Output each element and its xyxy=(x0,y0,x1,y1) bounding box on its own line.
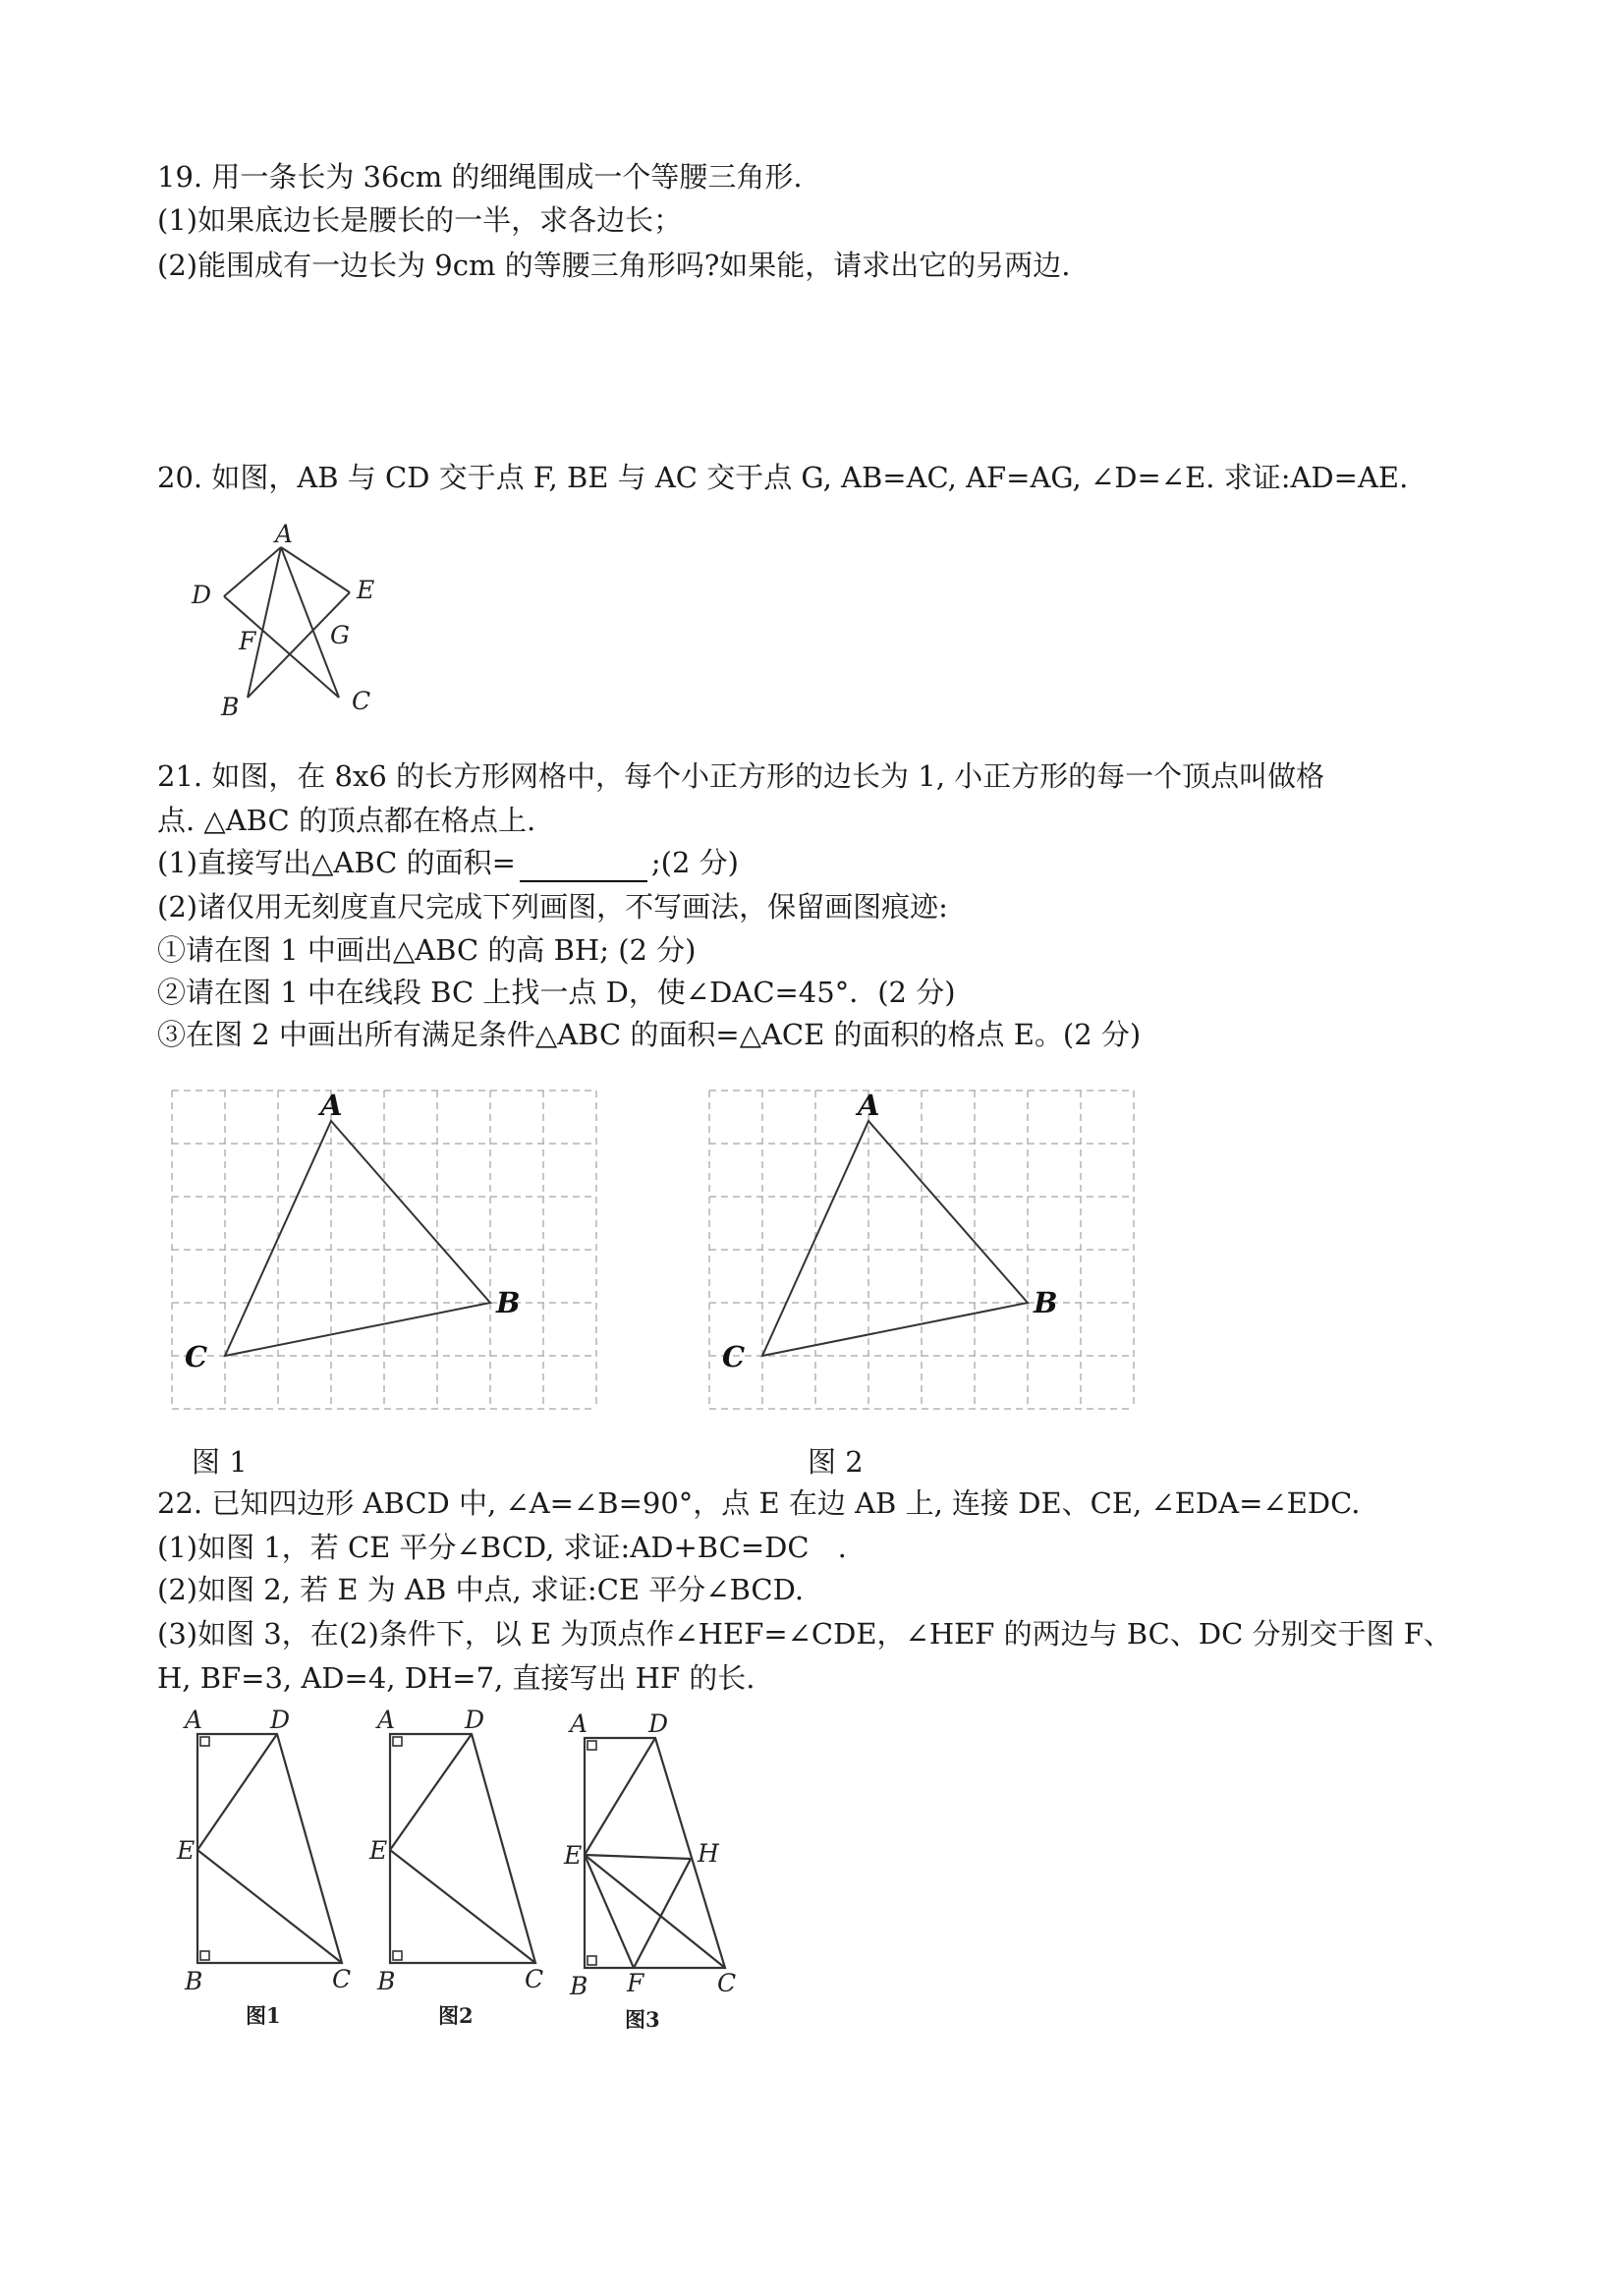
q19-part2: (2)能围成有一边长为 9cm 的等腰三角形吗?如果能，请求出它的另两边. xyxy=(157,249,1071,282)
grid-lines xyxy=(709,1091,1134,1409)
fig2-label-a: A xyxy=(377,1706,396,1734)
label-g: G xyxy=(330,621,350,649)
q22-part2: (2)如图 2, 若 E 为 AB 中点, 求证:CE 平分∠BCD. xyxy=(157,1573,805,1606)
q22-figure-2 xyxy=(390,1734,535,1963)
q22-fig1-caption: 图1 xyxy=(246,2003,281,2028)
fig3-label-a: A xyxy=(570,1709,588,1738)
q21-grid-figure-1 xyxy=(157,1076,609,1429)
fig2-label-e: E xyxy=(369,1836,388,1865)
fig3-label-f: F xyxy=(627,1969,644,1997)
fig1-label-d: D xyxy=(270,1706,291,1734)
grid1-label-b: B xyxy=(496,1286,521,1319)
fig2-label-c: C xyxy=(525,1965,544,1993)
q21-part1-prefix: (1)直接写出△ABC 的面积= xyxy=(157,846,516,879)
q22-part1: (1)如图 1，若 CE 平分∠BCD, 求证:AD+BC=DC . xyxy=(157,1531,847,1564)
answer-blank xyxy=(520,851,647,882)
segment-ae xyxy=(281,547,350,592)
fig2-label-b: B xyxy=(377,1967,396,1995)
q19-title: 19. 用一条长为 36cm 的细绳围成一个等腰三角形. xyxy=(157,160,803,194)
fig2-caption: 图 2 xyxy=(808,1445,864,1479)
fig1-caption: 图 1 xyxy=(192,1445,248,1479)
q20-title: 20. 如图，AB 与 CD 交于点 F, BE 与 AC 交于点 G, AB=AC, AF=AG, ∠D=∠E. 求证:AD=AE. xyxy=(157,461,1409,494)
fig2-label-d: D xyxy=(465,1706,485,1734)
fig3-label-e: E xyxy=(564,1841,583,1870)
q22-fig3-caption: 图3 xyxy=(625,2007,660,2029)
grid1-label-a: A xyxy=(320,1089,343,1122)
fig1-label-b: B xyxy=(185,1967,203,1995)
label-d: D xyxy=(192,581,212,609)
label-f: F xyxy=(239,627,256,655)
fig1-label-e: E xyxy=(177,1836,196,1865)
q21-part1 xyxy=(157,843,739,882)
q21-line2: 点. △ABC 的顶点都在格点上. xyxy=(157,804,536,837)
q21-part2: (2)诸仅用无刻度直尺完成下列画图，不写画法，保留画图痕迹: xyxy=(157,890,948,924)
q21-part1-suffix: ;(2 分) xyxy=(650,846,739,879)
grid1-label-c: C xyxy=(185,1340,208,1373)
fig1-label-a: A xyxy=(185,1706,203,1734)
q21-sub2: ②请在图 1 中在线段 BC 上找一点 D，使∠DAC=45°．(2 分) xyxy=(157,976,956,1009)
q21-sub3: ③在图 2 中画出所有满足条件△ABC 的面积=△ACE 的面积的格点 E。(2 分) xyxy=(157,1018,1142,1051)
label-a: A xyxy=(275,521,294,548)
q19-part1: (1)如果底边长是腰长的一半，求各边长； xyxy=(157,203,683,237)
q21-sub1: ①请在图 1 中画出△ABC 的高 BH; (2 分) xyxy=(157,933,697,967)
triangle-abc xyxy=(225,1121,490,1356)
q22-line1: 22. 已知四边形 ABCD 中, ∠A=∠B=90°，点 E 在边 AB 上, 连接 DE、CE, ∠EDA=∠EDC. xyxy=(157,1486,1361,1520)
q21-line1: 21. 如图，在 8x6 的长方形网格中，每个小正方形的边长为 1, 小正方形的每一个顶点叫做格 xyxy=(157,759,1325,793)
label-b: B xyxy=(221,693,240,721)
fig3-label-c: C xyxy=(717,1969,737,1997)
fig3-label-h: H xyxy=(698,1839,719,1868)
q22-figure-1 xyxy=(197,1734,342,1963)
triangle-abc xyxy=(762,1121,1028,1356)
label-e: E xyxy=(357,576,375,604)
grid2-label-a: A xyxy=(858,1089,880,1122)
fig1-label-c: C xyxy=(332,1965,352,1993)
q20-figure xyxy=(177,521,403,727)
fig3-label-b: B xyxy=(570,1972,588,2000)
q22-part3-line2: H, BF=3, AD=4, DH=7, 直接写出 HF 的长. xyxy=(157,1661,756,1695)
grid2-label-b: B xyxy=(1034,1286,1058,1319)
q22-part3-line1: (3)如图 3，在(2)条件下，以 E 为顶点作∠HEF=∠CDE，∠HEF 的两边与 BC、DC 分别交于图 F、 xyxy=(157,1617,1452,1651)
grid-lines xyxy=(172,1091,596,1409)
grid2-label-c: C xyxy=(722,1340,746,1373)
q21-grid-figure-2 xyxy=(695,1076,1147,1429)
fig3-label-d: D xyxy=(648,1709,669,1738)
label-c: C xyxy=(352,687,371,715)
q22-fig2-caption: 图2 xyxy=(438,2003,474,2028)
q22-figures xyxy=(167,1705,776,2029)
